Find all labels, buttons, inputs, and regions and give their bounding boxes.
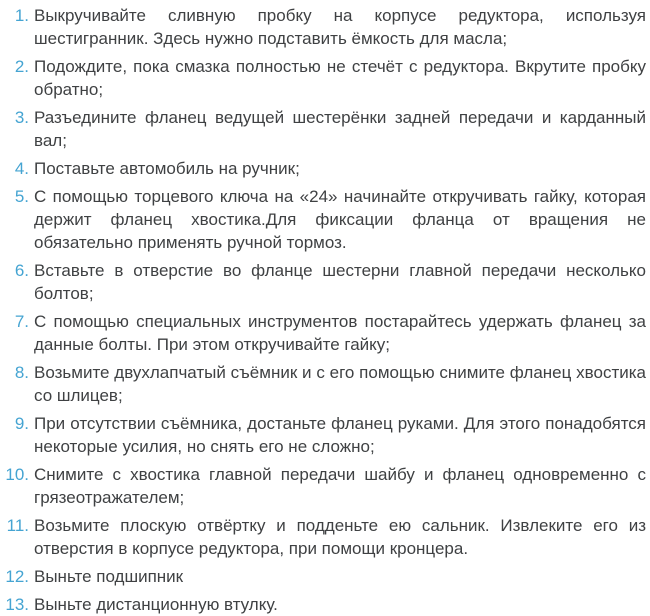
step-number: 5.: [14, 187, 29, 206]
step-text: Возьмите плоскую отвёртку и подденьте ею сальник. Извлеките его из отверстия в корпусе редуктора, при помощи кронцера.: [34, 516, 646, 558]
step-text: Возьмите двухлапчатый съёмник и с его помощью снимите фланец хвостика со шлицев;: [34, 363, 646, 405]
step-number: 2.: [14, 57, 29, 76]
step-number: 6.: [14, 261, 29, 280]
list-item: [0, 106, 646, 152]
list-item: [0, 565, 646, 588]
step-number: 12.: [5, 567, 29, 586]
step-number: 10.: [5, 465, 29, 484]
step-number: 4.: [14, 159, 29, 178]
step-number: 7.: [14, 312, 29, 331]
list-item: [0, 310, 646, 356]
step-number: 3.: [14, 108, 29, 127]
list-item: [0, 157, 646, 180]
list-item: [0, 259, 646, 305]
list-item: [0, 593, 646, 616]
list-item: [0, 463, 646, 509]
step-text: Разъедините фланец ведущей шестерёнки задней передачи и карданный вал;: [34, 108, 646, 150]
step-number: 11.: [6, 516, 29, 535]
step-number: 8.: [14, 363, 29, 382]
step-number: 9.: [14, 414, 29, 433]
step-text: Поставьте автомобиль на ручник;: [34, 159, 300, 178]
step-text: При отсутствии съёмника, достаньте фланец руками. Для этого понадобятся некоторые усилия, но снять его не сложно;: [34, 414, 646, 456]
step-text: Выньте дистанционную втулку.: [34, 595, 278, 614]
step-text: С помощью специальных инструментов постарайтесь удержать фланец за данные болты. При этом откручивайте гайку;: [34, 312, 646, 354]
list-item: [0, 4, 646, 50]
step-text: Выньте подшипник: [34, 567, 184, 586]
step-text: Снимите с хвостика главной передачи шайбу и фланец одновременно с грязеотражателем;: [34, 465, 646, 507]
list-item: [0, 361, 646, 407]
list-item: [0, 412, 646, 458]
list-item: [0, 185, 646, 254]
list-item: [0, 514, 646, 560]
step-number: 13.: [5, 595, 29, 614]
step-number: 1.: [14, 6, 29, 25]
step-text: С помощью торцевого ключа на «24» начинайте откручивать гайку, которая держит фланец хвостика.Для фиксации фланца от вращения не обязательно применять ручной тормоз.: [34, 187, 646, 252]
step-text: Подождите, пока смазка полностью не стечёт с редуктора. Вкрутите пробку обратно;: [34, 57, 646, 99]
step-text: Вставьте в отверстие во фланце шестерни главной передачи несколько болтов;: [34, 261, 646, 303]
step-text: Выкручивайте сливную пробку на корпусе редуктора, используя шестигранник. Здесь нужно подставить ёмкость для масла;: [34, 6, 646, 48]
list-item: [0, 55, 646, 101]
